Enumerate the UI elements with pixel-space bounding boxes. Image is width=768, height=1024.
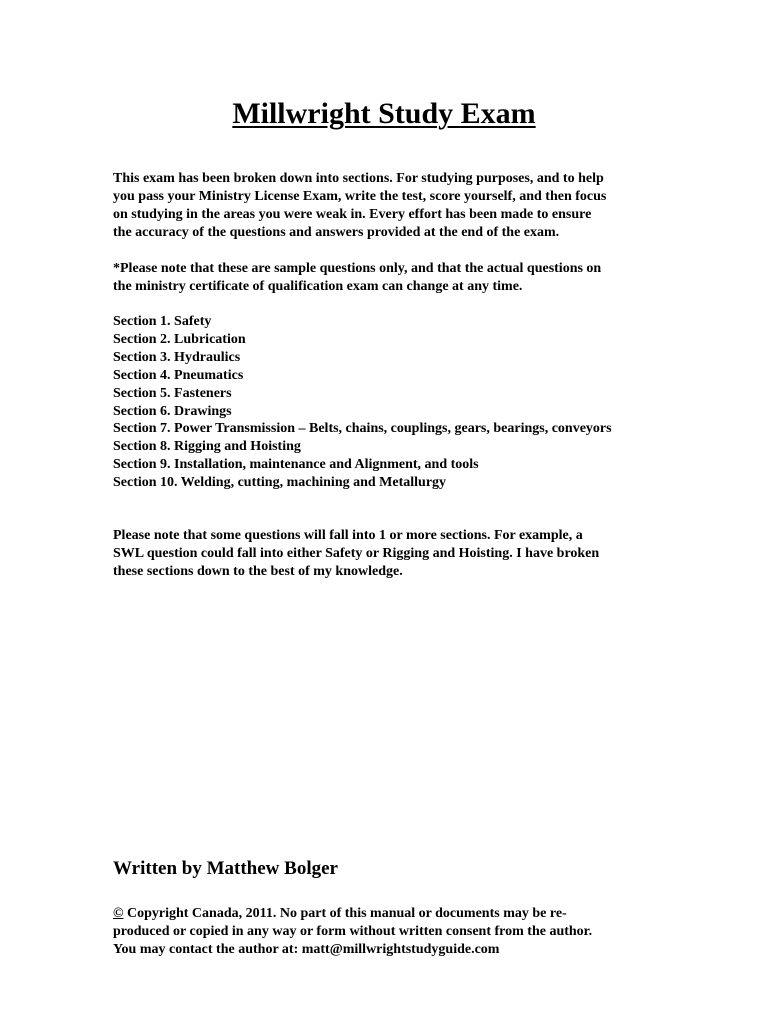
section-item: Section 10. Welding, cutting, machining and Metallurgy — [113, 475, 447, 491]
section-list — [113, 313, 713, 492]
intro-line: the accuracy of the questions and answers provided at the end of the exam. — [113, 224, 560, 240]
section-item: Section 6. Drawings — [113, 403, 232, 419]
intro-paragraph — [113, 170, 713, 242]
closing-line: SWL question could fall into either Safety or Rigging and Hoisting. I have broken — [113, 545, 600, 561]
intro-line: you pass your Ministry License Exam, write the test, score yourself, and then focus — [113, 188, 607, 204]
copyright-notice — [113, 905, 713, 959]
section-item: Section 3. Hydraulics — [113, 349, 241, 365]
page-title: Millwright Study Exam — [232, 97, 536, 130]
closing-line: Please note that some questions will fall into 1 or more sections. For example, a — [113, 528, 583, 543]
copyright-line: produced or copied in any way or form without written consent from the author. — [113, 923, 593, 939]
copyright-text: Copyright Canada, 2011. No part of this manual or documents may be re- — [123, 906, 567, 921]
section-item: Section 7. Power Transmission – Belts, chains, couplings, gears, bearings, conveyors — [113, 421, 612, 437]
author-heading: Written by Matthew Bolger — [113, 858, 338, 879]
copyright-symbol: © — [113, 906, 124, 921]
section-item: Section 8. Rigging and Hoisting — [113, 439, 301, 455]
section-item: Section 2. Lubrication — [113, 331, 246, 347]
note-paragraph — [113, 260, 713, 296]
intro-line: This exam has been broken down into sections. For studying purposes, and to help — [113, 171, 604, 186]
closing-line: these sections down to the best of my knowledge. — [113, 563, 403, 579]
note-line: *Please note that these are sample questions only, and that the actual questions on — [113, 261, 602, 276]
section-item: Section 1. Safety — [113, 314, 212, 329]
copyright-line: You may contact the author at: matt@millwrightstudyguide.com — [113, 941, 500, 957]
section-item: Section 9. Installation, maintenance and Alignment, and tools — [113, 457, 479, 473]
closing-paragraph — [113, 527, 713, 581]
intro-line: on studying in the areas you were weak in. Every effort has been made to ensure — [113, 206, 592, 222]
section-item: Section 4. Pneumatics — [113, 367, 244, 383]
note-line: the ministry certificate of qualification exam can change at any time. — [113, 278, 523, 294]
section-item: Section 5. Fasteners — [113, 385, 232, 401]
copyright-line — [113, 905, 713, 923]
